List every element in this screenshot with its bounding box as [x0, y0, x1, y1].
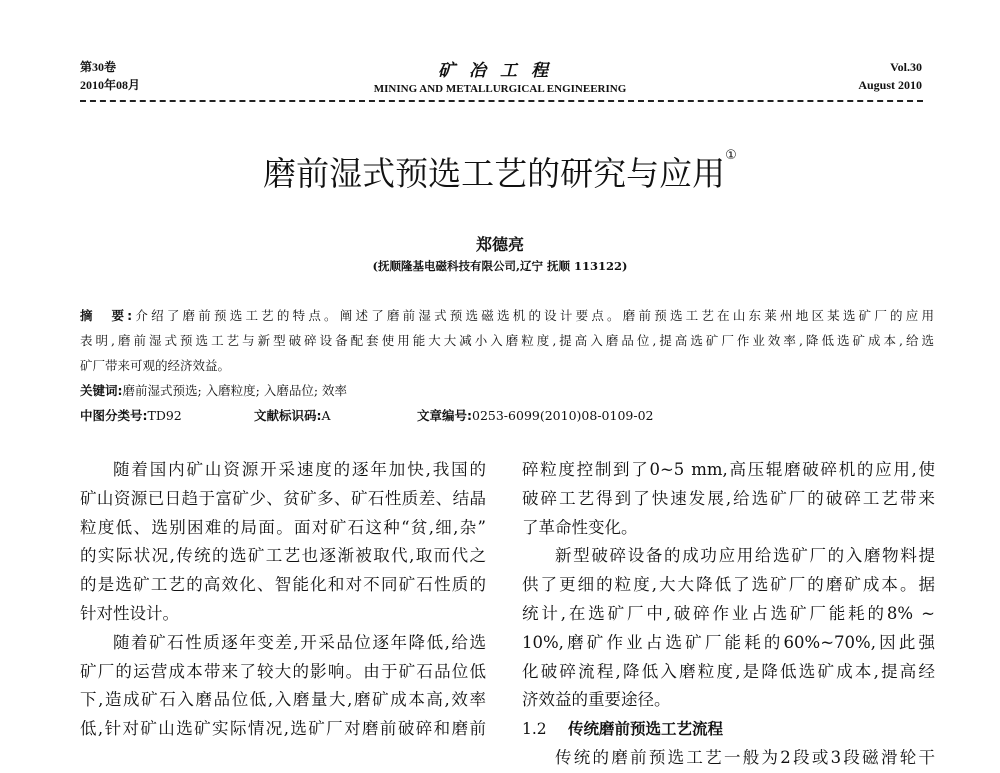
body-line: 粒度低、选别困难的局面。面对矿石这种“贫,细,杂”: [80, 517, 486, 537]
body-line: 供了更细的粒度,大大降低了选矿厂的磨矿成本。据: [522, 575, 935, 595]
body-line: 下,造成矿石入磨品位低,入磨量大,磨矿成本高,效率: [80, 690, 486, 710]
issue-date-en: August 2010: [858, 78, 922, 92]
issue-date: 2010年08月: [80, 78, 141, 92]
clc-value: TD92: [147, 408, 182, 423]
abstract-line: 矿厂带来可观的经济效益。: [80, 358, 231, 373]
title-text: 磨前湿式预选工艺的研究与应用: [263, 154, 726, 193]
article-no-label: 文章编号:: [417, 408, 472, 423]
body-line: 的实际状况,传统的选矿工艺也逐渐被取代,取而代之: [80, 546, 486, 566]
affiliation: (抚顺隆基电磁科技有限公司,辽宁 抚顺 113122): [372, 259, 628, 273]
section-title: 传统磨前预选工艺流程: [568, 720, 724, 739]
classification-row: [80, 403, 934, 428]
body-left-column: [80, 456, 486, 744]
body-right-column: [522, 456, 935, 773]
abstract-text: 介绍了磨前预选工艺的特点。阐述了磨前湿式预选磁选机的设计要点。磨前预选工艺在山东莱州地区某选矿厂的应用: [132, 308, 934, 323]
doc-code-value: A: [321, 408, 331, 423]
body-line: 碎粒度控制到了0~5 mm,高压辊磨破碎机的应用,使: [522, 460, 935, 479]
body-line: 针对性设计。: [80, 603, 179, 623]
abstract-line: 表明,磨前湿式预选工艺与新型破碎设备配套使用能大大减小入磨粒度,提高入磨品位,提高选矿厂作业效率,降低选矿成本,给选: [80, 333, 934, 348]
journal-name-en: MINING AND METALLURGICAL ENGINEERING: [373, 83, 627, 95]
body-line: 的是选矿工艺的高效化、智能化和对不同矿石性质的: [80, 575, 486, 595]
running-header-left: [80, 58, 140, 94]
abstract-block: [80, 303, 934, 428]
body-line: 矿厂的运营成本带来了较大的影响。由于矿石品位低: [80, 661, 486, 681]
author: 郑德亮: [475, 235, 524, 254]
body-line: 破碎工艺得到了快速发展,给选矿厂的破碎工艺带来: [522, 488, 935, 508]
body-line: 低,针对矿山选矿实际情况,选矿厂对磨前破碎和磨前: [80, 719, 486, 739]
body-line: 随着矿石性质逐年变差,开采品位逐年降低,给选: [113, 632, 486, 652]
body-line: 矿山资源已日趋于富矿少、贫矿多、矿石性质差、结晶: [80, 488, 486, 508]
doc-code-label: 文献标识码:: [254, 408, 322, 423]
title-footnote-mark: ①: [725, 148, 737, 163]
clc-label: 中图分类号:: [80, 408, 148, 423]
keywords: [80, 378, 934, 403]
abstract-line: [80, 303, 934, 328]
abstract-label: 摘 要:: [80, 308, 133, 323]
section-heading: [522, 715, 935, 744]
body-line: 10%,磨矿作业占选矿厂能耗的60%~70%,因此强: [522, 632, 935, 652]
volume: 第30卷: [80, 60, 117, 74]
body-line: 传统的磨前预选工艺一般为2段或3段磁滑轮干: [555, 747, 935, 767]
body-line: 统计,在选矿厂中,破碎作业占选矿厂能耗的8% ~: [522, 603, 935, 623]
body-line: 济效益的重要途径。: [522, 690, 671, 710]
paper-title: [0, 148, 1000, 195]
body-line: 随着国内矿山资源开采速度的逐年加快,我国的: [113, 460, 486, 479]
journal-name-cn: 矿冶工程: [438, 61, 562, 81]
volume-en: Vol.30: [890, 60, 922, 74]
section-number: 1.2: [522, 720, 547, 739]
body-line: 化破碎流程,降低入磨粒度,是降低选矿成本,提高经: [522, 661, 935, 681]
keywords-label: 关键词:: [80, 383, 123, 398]
article-no-value: 0253-6099(2010)08-0109-02: [472, 408, 654, 423]
body-line: 新型破碎设备的成功应用给选矿厂的入磨物料提: [555, 546, 935, 566]
keywords-value: 磨前湿式预选; 入磨粒度; 入磨品位; 效率: [122, 383, 348, 398]
header-rule: [80, 100, 923, 102]
journal-header: [300, 56, 700, 95]
running-header-right: [858, 58, 922, 94]
body-line: 了革命性变化。: [522, 517, 638, 537]
